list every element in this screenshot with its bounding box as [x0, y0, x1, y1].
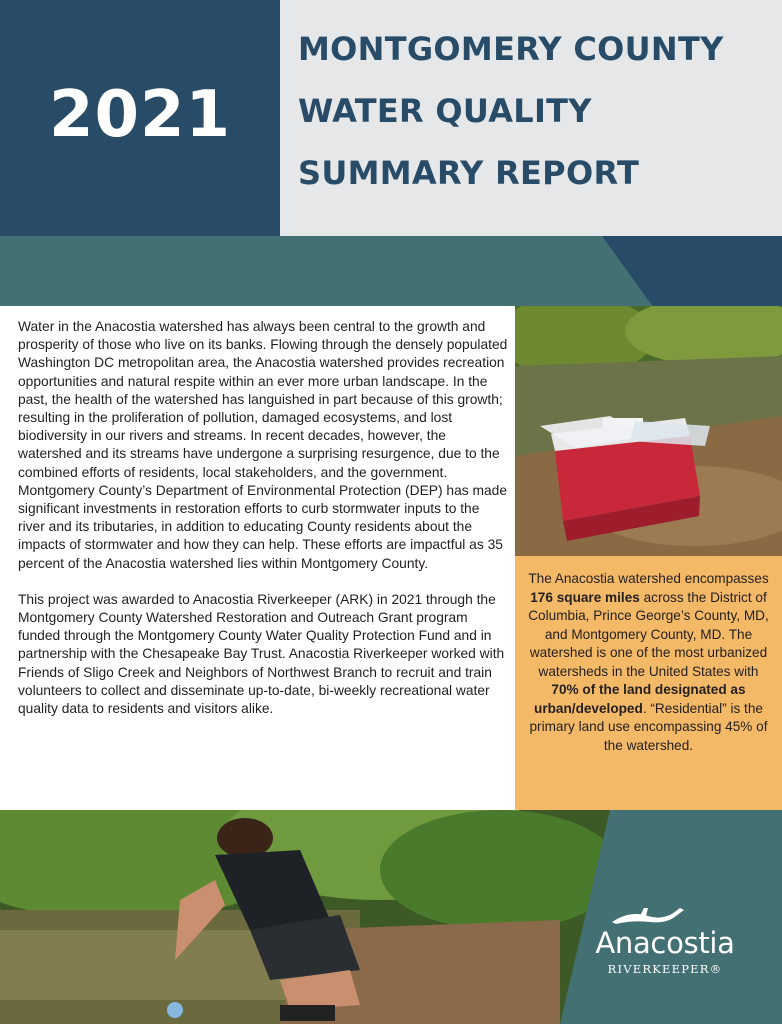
callout-text-3: . “Residential” is the primary land use encompassing 45% of the watershed. — [529, 700, 768, 753]
watershed-callout — [515, 556, 782, 810]
title-line-3: SUMMARY REPORT — [298, 154, 640, 192]
callout-bold-urban: 70% of the land designated as urban/developed — [534, 682, 746, 716]
intro-paragraph-1: Water in the Anacostia watershed has always been central to the growth and prosperity of those who live on its banks. Flowing through the densely populated Washington DC metropolitan area, the Anacostia watershed provides recreation opportunities and natural respite within an ever more urban landscape. In the past, the health of the watershed has languished in part because of this growth; resulting in the proliferation of pollution, damaged ecosystems, and lost biodiversity in our rivers and streams. In recent decades, however, the watershed and its streams have undergone a surprising resurgence, due to the combined efforts of residents, local stakeholders, and the government. Montgomery County’s Department of Environmental Protection (DEP) has made significant investments in restoration efforts to curb stormwater inputs to the river and its tributaries, in addition to educating County residents about the impacts of stormwater and how they can help. These efforts are impactful as 35 percent of the Anacostia watershed lies within Montgomery County. — [18, 319, 508, 571]
title-line-2: WATER QUALITY — [298, 92, 592, 130]
logo-name: Anacostia — [595, 926, 735, 960]
callout-text-1: The Anacostia watershed encompasses — [528, 571, 769, 586]
callout-text-2: across the District of Columbia, Prince George’s County, MD, and Montgomery County, MD. The watershed is one of the most urbanized watersheds in the United States with — [528, 589, 769, 679]
year-banner — [0, 0, 280, 236]
heron-logo-icon — [610, 904, 700, 926]
callout-bold-area: 176 square miles — [530, 589, 640, 605]
intro-body — [18, 318, 508, 736]
title-banner — [280, 0, 782, 236]
title-line-1: MONTGOMERY COUNTY — [298, 30, 724, 68]
report-year: 2021 — [48, 78, 232, 152]
logo-subtitle: RIVERKEEPER® — [607, 962, 723, 976]
intro-paragraph-2: This project was awarded to Anacostia Riverkeeper (ARK) in 2021 through the Montgomery County Watershed Restoration and Outreach Grant program funded through the Montgomery County Water Quality Protection Fund and in partnership with the Chesapeake Bay Trust. Anacostia Riverkeeper worked with Friends of Sligo Creek and Neighbors of Northwest Branch to recruit and train volunteers to collect and disseminate up-to-date, bi-weekly recreational water quality data to residents and visitors alike. — [18, 591, 505, 717]
anacostia-riverkeeper-logo — [560, 900, 770, 980]
cooler-photo — [515, 306, 782, 556]
